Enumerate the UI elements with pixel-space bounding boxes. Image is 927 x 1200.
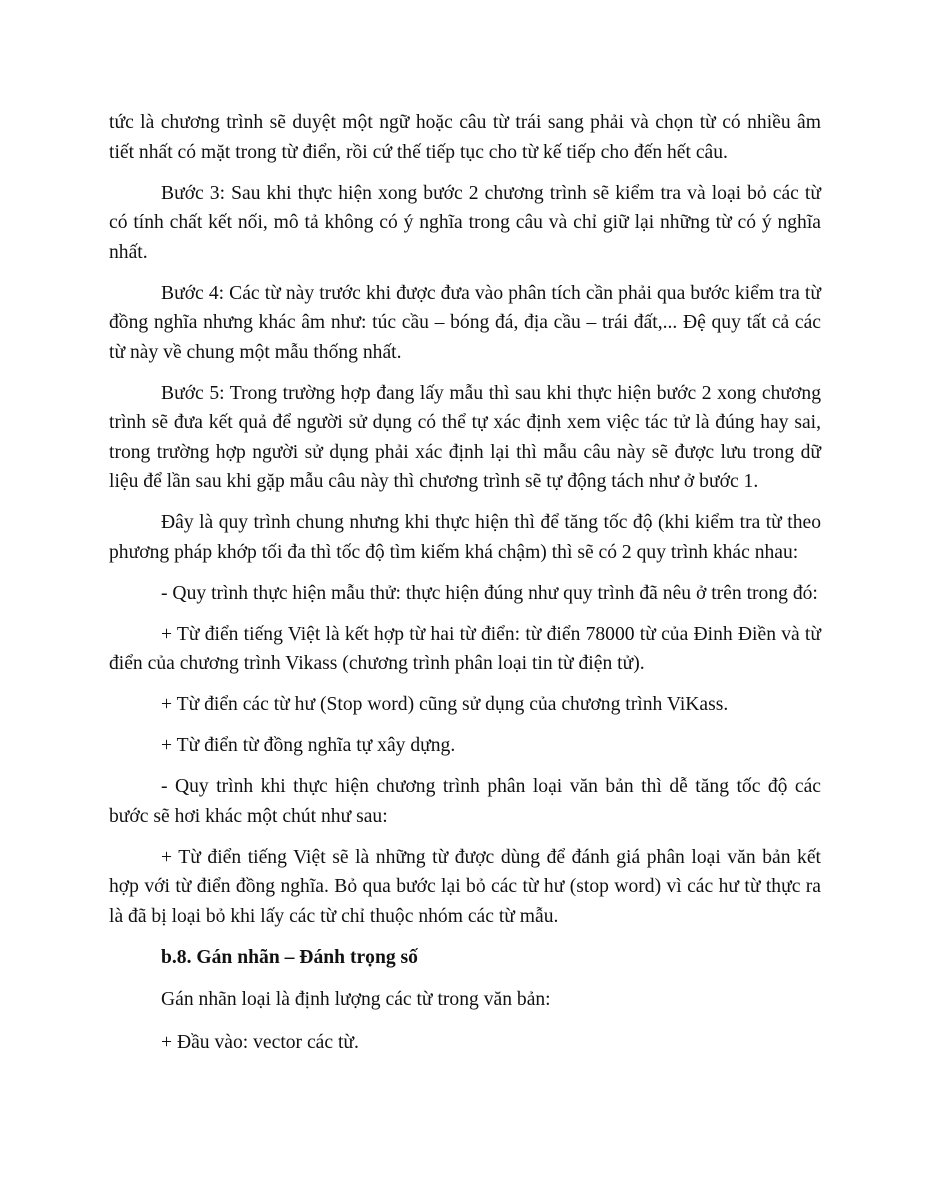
paragraph-step-5: Bước 5: Trong trường hợp đang lấy mẫu thì sau khi thực hiện bước 2 xong chương trình sẽ đưa kết quả để người sử dụng có thể tự xác định xem việc tác tử là đúng hay sai, trong trường hợp người sử dụng phải xác định lại thì mẫu câu này sẽ được lưu trong dữ liệu để lần sau khi gặp mẫu câu này thì chương trình sẽ tự động tách như ở bước 1. bbox=[109, 382, 821, 492]
paragraph-vietnamese-dictionary: + Từ điển tiếng Việt là kết hợp từ hai từ điển: từ điển 78000 từ của Đinh Điền và từ điển của chương trình Vikass (chương trình phân loại tin từ điện tử). bbox=[109, 623, 821, 674]
paragraph-labeling: Gán nhãn loại là định lượng các từ trong văn bản: bbox=[161, 989, 551, 1010]
paragraph-classification-process: - Quy trình khi thực hiện chương trình phân loại văn bản thì dễ tăng tốc độ các bước sẽ hơi khác một chút như sau: bbox=[109, 776, 821, 827]
paragraph-stop-word-dictionary: + Từ điển các từ hư (Stop word) cũng sử dụng của chương trình ViKass. bbox=[161, 694, 729, 715]
section-heading: b.8. Gán nhãn – Đánh trọng số bbox=[161, 946, 418, 968]
paragraph-general-process: Đây là quy trình chung nhưng khi thực hiện thì để tăng tốc độ (khi kiểm tra từ theo phương pháp khớp tối đa thì tốc độ tìm kiếm khá chậm) thì sẽ có 2 quy trình khác nhau: bbox=[109, 512, 821, 563]
paragraph-input: + Đầu vào: vector các từ. bbox=[161, 1031, 359, 1053]
paragraph-dictionary-combined: + Từ điển tiếng Việt sẽ là những từ được dùng để đánh giá phân loại văn bản kết hợp với từ điển đồng nghĩa. Bỏ qua bước lại bỏ các từ hư (stop word) vì các hư từ thực ra là đã bị loại bỏ khi lấy các từ chỉ thuộc nhóm các từ mẫu. bbox=[109, 846, 821, 927]
paragraph-continuation: tức là chương trình sẽ duyệt một ngữ hoặc câu từ trái sang phải và chọn từ có nhiều âm tiết nhất có mặt trong từ điển, rồi cứ thế tiếp tục cho từ kế tiếp cho đến hết câu. bbox=[109, 112, 821, 163]
paragraph-synonym-dictionary: + Từ điển từ đồng nghĩa tự xây dựng. bbox=[161, 735, 456, 756]
paragraph-step-3: Bước 3: Sau khi thực hiện xong bước 2 chương trình sẽ kiểm tra và loại bỏ các từ có tính chất kết nối, mô tả không có ý nghĩa trong câu và chỉ giữ lại những từ có ý nghĩa nhất. bbox=[109, 182, 821, 263]
paragraph-sample-process: - Quy trình thực hiện mẫu thử: thực hiện đúng như quy trình đã nêu ở trên trong đó: bbox=[161, 582, 818, 604]
paragraph-step-4: Bước 4: Các từ này trước khi được đưa vào phân tích cần phải qua bước kiểm tra từ đồng nghĩa nhưng khác âm như: túc cầu – bóng đá, địa cầu – trái đất,... Đệ quy tất cả các từ này về chung một mẫu thống nhất. bbox=[109, 282, 821, 363]
document-page bbox=[109, 108, 821, 1070]
